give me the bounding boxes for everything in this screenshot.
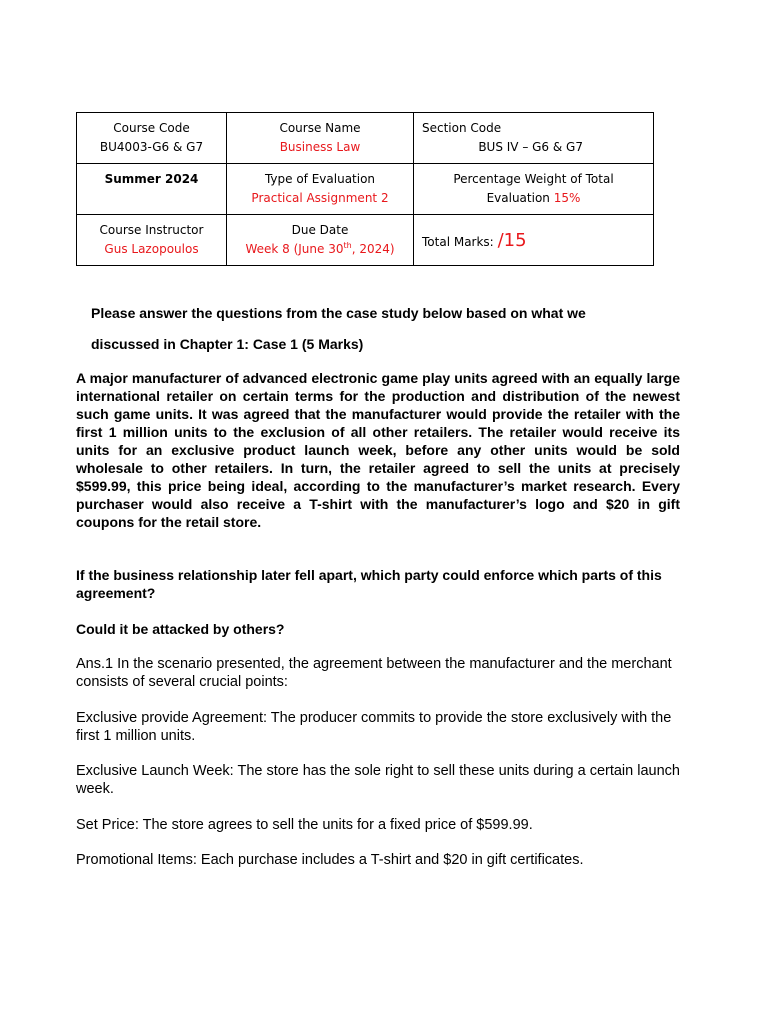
- section-code-cell: [414, 113, 654, 164]
- weight-value: 15%: [553, 191, 581, 205]
- question-2: Could it be attacked by others?: [76, 621, 285, 637]
- instructor-label: Course Instructor: [99, 223, 204, 237]
- due-date-cell: [227, 215, 414, 266]
- instructor-value: Gus Lazopoulos: [104, 242, 199, 256]
- course-name-cell: [227, 113, 414, 164]
- answer-point-3: Set Price: The store agrees to sell the units for a fixed price of $599.99.: [76, 817, 533, 833]
- answer-point-1: Exclusive provide Agreement: The producer commits to provide the store exclusively with the first 1 million units.: [76, 710, 672, 744]
- term-cell: [77, 164, 227, 215]
- evaluation-type-label: Type of Evaluation: [264, 172, 376, 186]
- instructions-heading-line1: Please answer the questions from the case study below based on what we: [91, 305, 586, 321]
- evaluation-type-value: Practical Assignment 2: [251, 191, 389, 205]
- instructor-cell: [77, 215, 227, 266]
- course-name-label: Course Name: [279, 121, 361, 135]
- term-value: Summer 2024: [104, 172, 199, 186]
- instructions-heading-line2: discussed in Chapter 1: Case 1 (5 Marks): [91, 336, 364, 352]
- weight-cell: [414, 164, 654, 215]
- total-marks-label: Total Marks:: [422, 234, 494, 249]
- due-date-value: Week 8 (June 30th, 2024): [245, 241, 395, 256]
- due-date-label: Due Date: [291, 223, 349, 237]
- course-code-label: Course Code: [113, 121, 190, 135]
- weight-label-2: Evaluation: [486, 191, 550, 205]
- weight-label: Percentage Weight of Total: [453, 172, 614, 186]
- answer-point-2: Exclusive Launch Week: The store has the sole right to sell these units during a certain launch week.: [76, 763, 680, 797]
- course-code-cell: [77, 113, 227, 164]
- answer-intro: Ans.1 In the scenario presented, the agreement between the manufacturer and the merchant consists of several crucial points:: [76, 656, 672, 690]
- total-marks-value: /15: [497, 229, 527, 251]
- evaluation-type-cell: [227, 164, 414, 215]
- section-code-value: BUS IV – G6 & G7: [478, 140, 583, 154]
- total-marks-cell: [414, 215, 654, 266]
- course-name-value: Business Law: [279, 140, 361, 154]
- case-study-text: A major manufacturer of advanced electronic game play units agreed with an equally large international retailer on certain terms for the production and distribution of the newest such game units. It was agreed that the manufacturer would provide the retailer with the first 1 million units to the exclusion of all other retailers. The retailer would receive its units for an exclusive product launch week, before any other units would be sold wholesale to other retailers. In turn, the retailer agreed to sell the units at precisely $599.99, this price being ideal, according to the manufacturer’s market research. Every purchaser would also receive a T-shirt with the manufacturer’s logo and $20 in gift coupons for the retail store.: [76, 370, 680, 530]
- section-code-label: Section Code: [422, 121, 502, 135]
- course-info-table: [76, 112, 654, 266]
- course-code-value: BU4003-G6 & G7: [99, 140, 204, 154]
- answer-point-4: Promotional Items: Each purchase includes a T-shirt and $20 in gift certificates.: [76, 852, 584, 868]
- question-1: If the business relationship later fell apart, which party could enforce which parts of this agreement?: [76, 567, 662, 601]
